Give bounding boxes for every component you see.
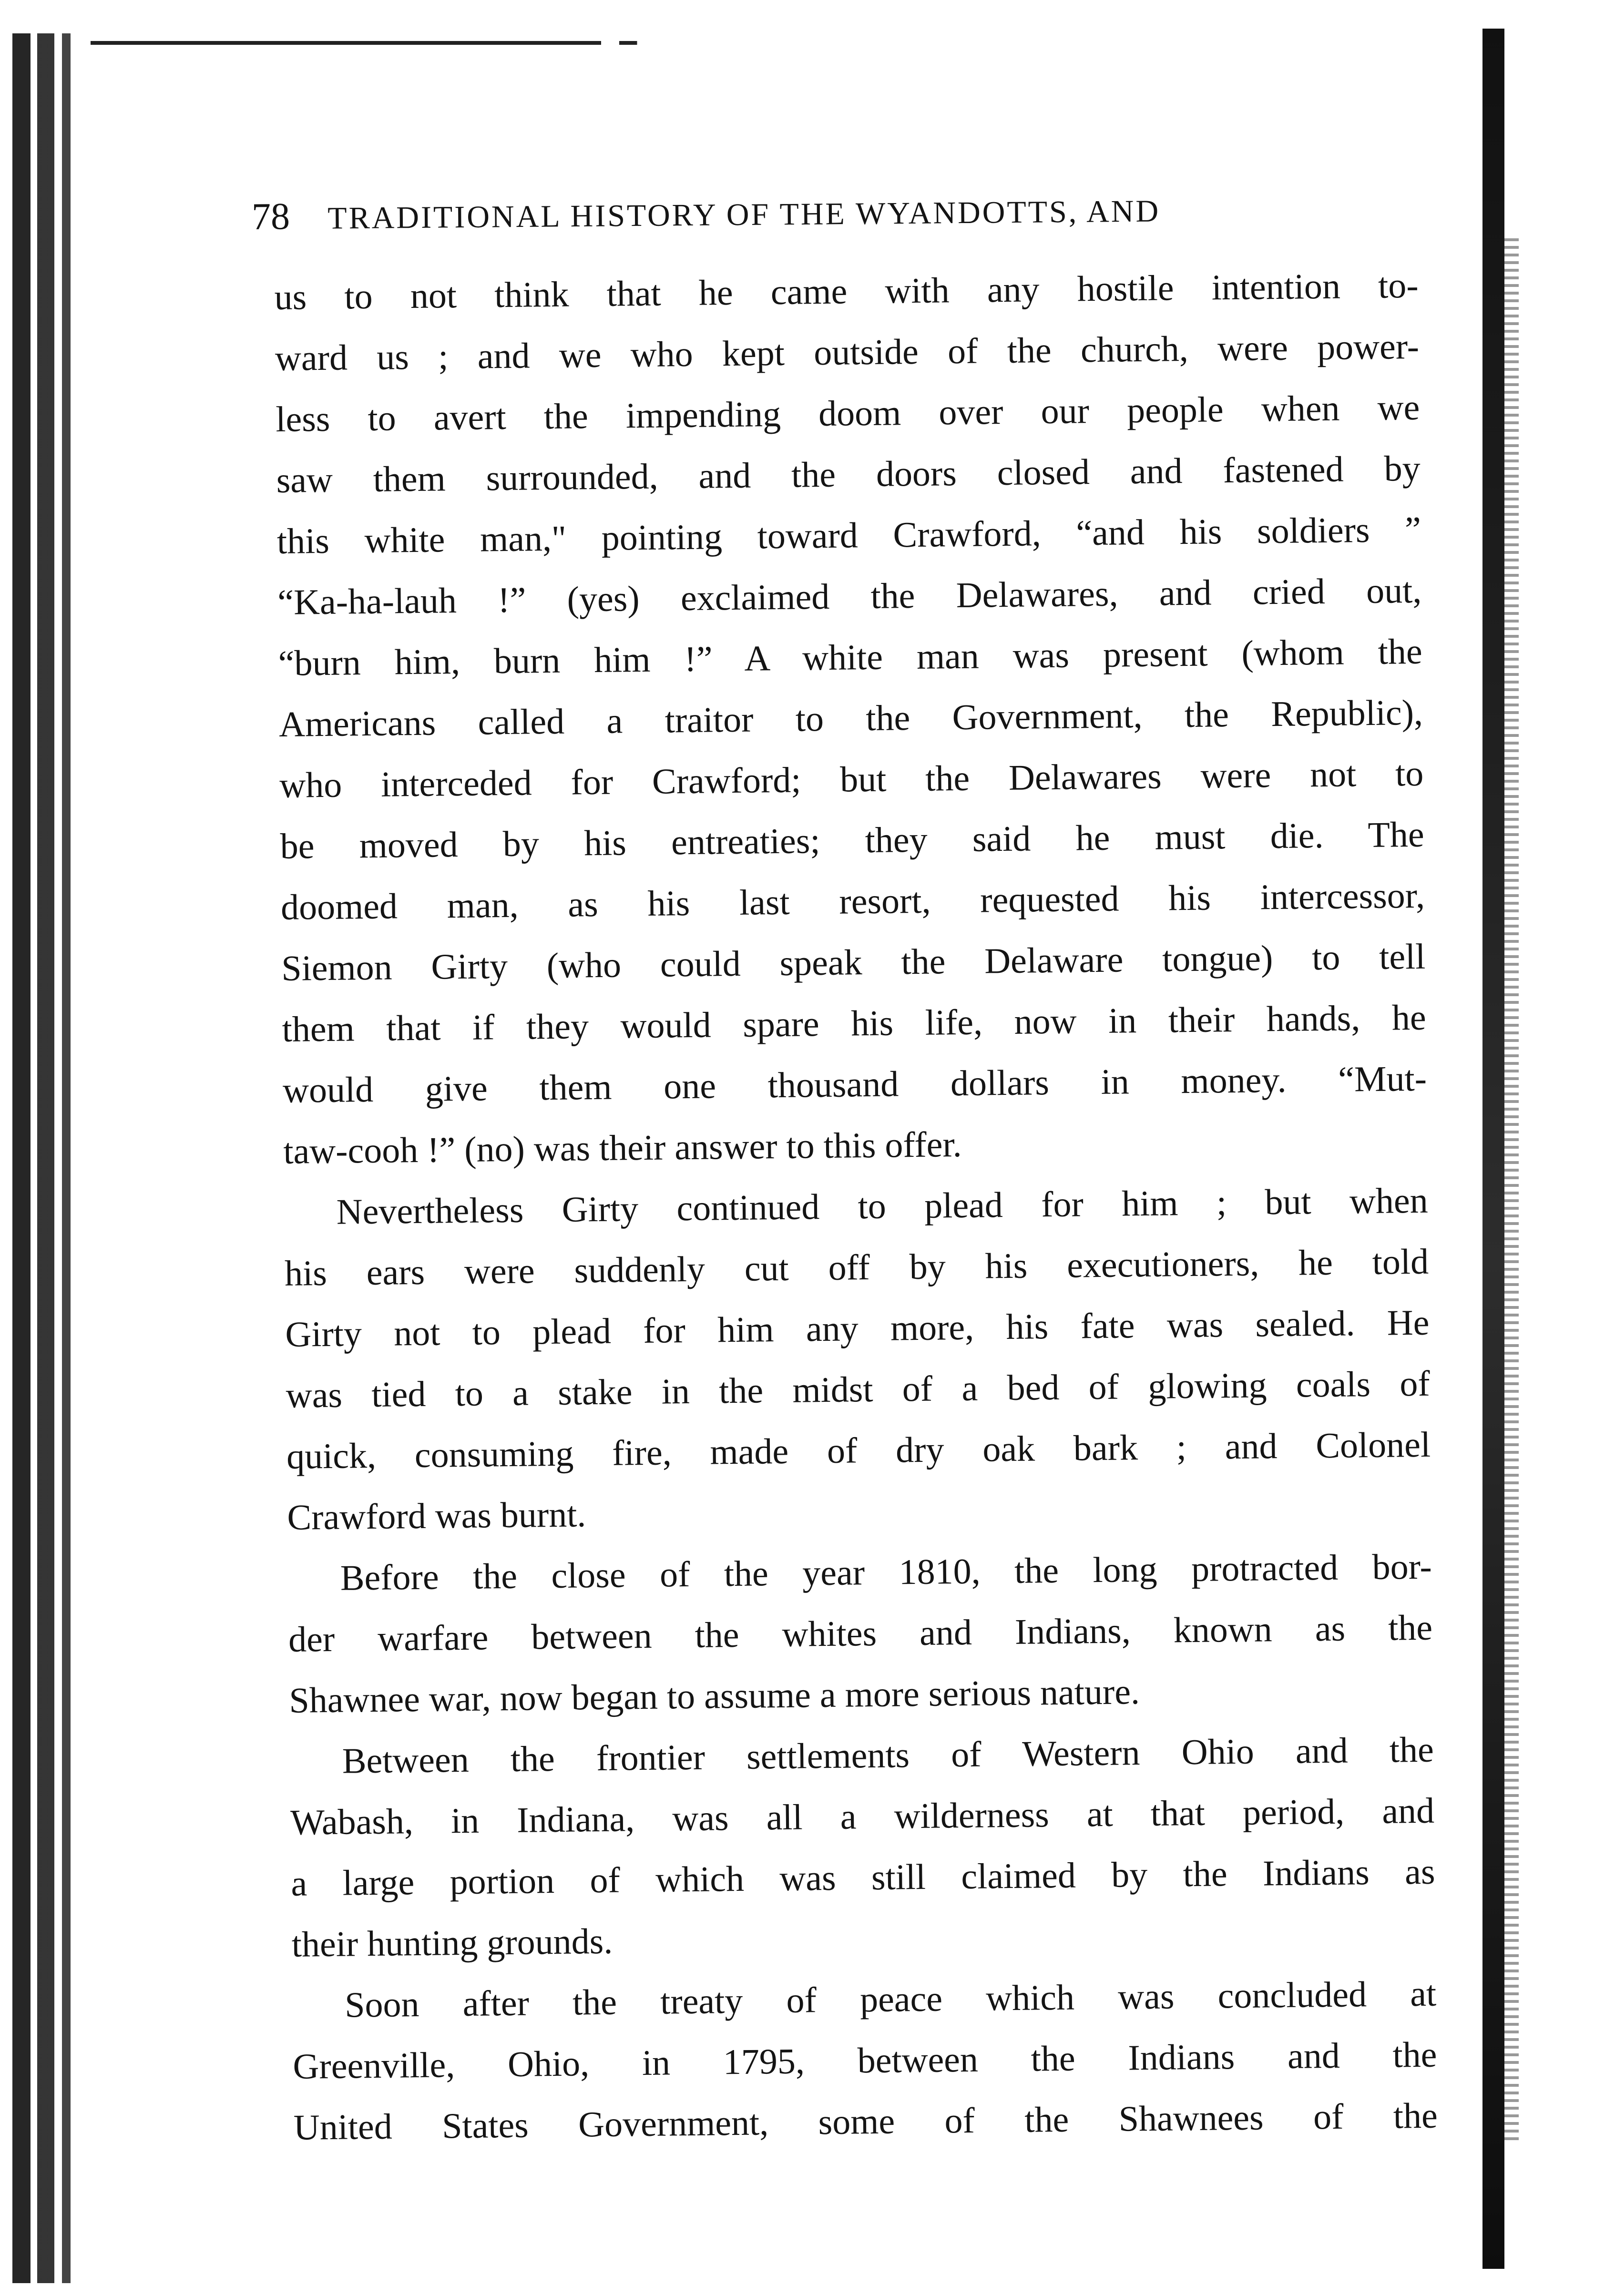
text-line: Wabash, in Indiana, was all a wilderness at that period, and xyxy=(290,1790,1435,1843)
text-line: Greenville, Ohio, in 1795, between the Indians and the xyxy=(293,2034,1437,2087)
text-line: a large portion of which was still claimed by the Indians as xyxy=(291,1851,1435,1904)
text-line: “Ka-ha-lauh !” (yes) exclaimed the Delawares, and cried out, xyxy=(277,570,1422,622)
text-line: doomed man, as his last resort, requested his intercessor, xyxy=(280,875,1425,928)
text-line: Before the close of the year 1810, the long protracted bor- xyxy=(340,1546,1432,1598)
text-line: taw-cooh !” (no) was their answer to this offer. xyxy=(283,1124,962,1172)
text-line: Girty not to plead for him any more, his fate was sealed. He xyxy=(285,1302,1430,1355)
text-line: Crawford was burnt. xyxy=(287,1494,586,1538)
text-line: this white man," pointing toward Crawford, “and his soldiers ” xyxy=(276,509,1421,561)
text-line: us to not think that he came with any hostile intention to- xyxy=(274,265,1419,317)
text-line: his ears were suddenly cut off by his executioners, he told xyxy=(284,1241,1429,1294)
body-text xyxy=(274,255,1438,2158)
text-line: Between the frontier settlements of Western Ohio and the xyxy=(342,1729,1434,1781)
text-line: der warfare between the whites and Indians, known as the xyxy=(288,1607,1433,1660)
text-line: would give them one thousand dollars in money. “Mut- xyxy=(282,1058,1427,1111)
text-line: ward us ; and we who kept outside of the church, were power- xyxy=(275,326,1420,378)
text-line: Soon after the treaty of peace which was concluded at xyxy=(344,1973,1437,2025)
running-title: TRADITIONAL HISTORY OF THE WYANDOTTS, AND xyxy=(327,194,1161,236)
text-line: quick, consuming fire, made of dry oak bark ; and Colonel xyxy=(286,1424,1431,1477)
text-line: saw them surrounded, and the doors closed and fastened by xyxy=(276,448,1421,500)
text-line: Siemon Girty (who could speak the Delaware tongue) to tell xyxy=(281,936,1426,989)
text-line: Americans called a traitor to the Government, the Republic), xyxy=(278,692,1423,745)
text-line: their hunting grounds. xyxy=(291,1921,613,1965)
running-head xyxy=(252,182,1301,243)
text-line: be moved by his entreaties; they said he must die. The xyxy=(280,814,1425,867)
text-line: Nevertheless Girty continued to plead for him ; but when xyxy=(336,1180,1429,1232)
text-line: who interceded for Crawford; but the Delawares were not to xyxy=(279,753,1424,806)
text-line: them that if they would spare his life, now in their hands, he xyxy=(282,997,1427,1050)
text-line: “burn him, burn him !” A white man was present (whom the xyxy=(278,631,1423,684)
text-line: was tied to a stake in the midst of a bed of glowing coals of xyxy=(286,1363,1431,1416)
text-line: United States Government, some of the Shawnees of the xyxy=(293,2095,1438,2148)
text-line: Shawnee war, now began to assume a more serious nature. xyxy=(289,1672,1140,1721)
text-line: less to avert the impending doom over our people when we xyxy=(275,387,1420,439)
page-number: 78 xyxy=(251,195,290,238)
